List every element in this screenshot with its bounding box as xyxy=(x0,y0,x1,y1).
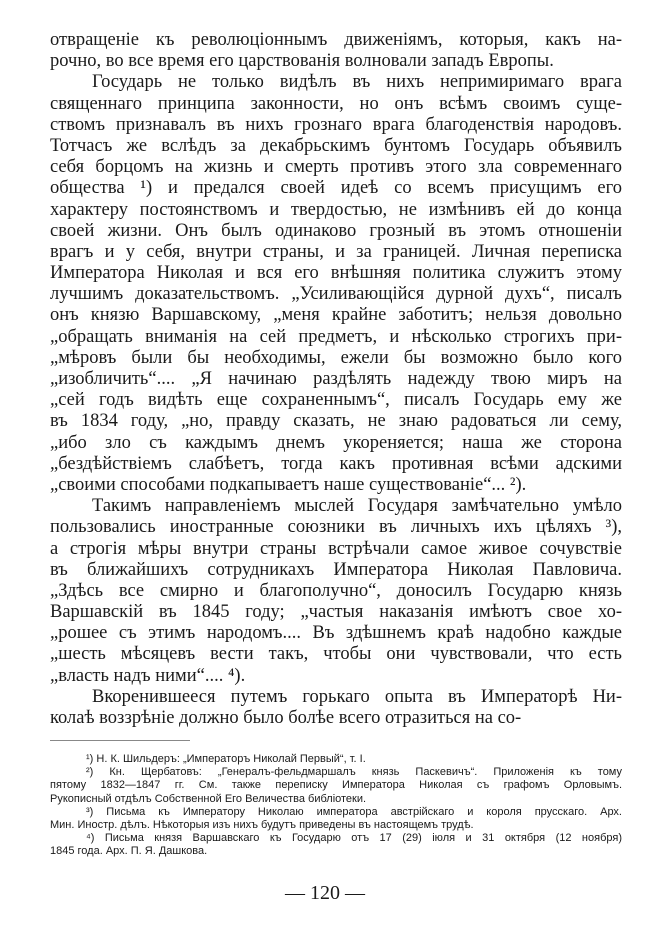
text-line: рочно, во все время его царствованія волновали западъ Европы. xyxy=(50,51,554,72)
text-line: въ ближайшихъ сотрудникахъ Императора Николая Павловича. xyxy=(50,559,622,580)
text-line: Варшавскій въ 1845 году; „частыя наказанія имѣютъ свое хо- xyxy=(50,602,622,623)
text-line: „сей годъ видѣть еще сохраненнымъ“, писалъ Государь ему же xyxy=(50,390,622,411)
text-line: „шесть мѣсяцевъ вести такъ, чтобы они чувствовали, что есть xyxy=(50,644,622,665)
text-line: Такимъ направленіемъ мыслей Государя замѣчательно умѣло xyxy=(92,496,622,517)
footnote-line: ³) Письма къ Императору Николаю императора австрійскаго и короля прусскаго. Арх. xyxy=(86,805,622,818)
footnote-divider xyxy=(50,740,190,741)
footnote-line: ²) Кн. Щербатовъ: „Генералъ-фельдмаршалъ князь Паскевичъ“. Приложенія къ тому xyxy=(86,766,622,779)
text-line: характеру постоянствомъ и твердостью, не измѣнивъ ей до конца xyxy=(50,199,622,220)
text-line: Императора Николая и вся его внѣшняя политика служитъ этому xyxy=(50,263,622,284)
footnote-line: пятому 1832—1847 гг. См. также переписку Императора Николая съ графомъ Орловымъ. xyxy=(50,779,622,792)
text-line: „Здѣсь все смирно и благополучно“, доносилъ Государю князь xyxy=(50,580,622,601)
text-line: „своими способами подкапываетъ наше существованіе“... ²). xyxy=(50,474,527,495)
footnotes xyxy=(50,753,622,859)
text-line: Государь не только видѣлъ въ нихъ непримиримаго врага xyxy=(92,72,622,93)
footnote-line: 1845 года. Арх. П. Я. Дашкова. xyxy=(50,845,208,858)
text-line: „бездѣйствіемъ слабѣетъ, тогда какъ противная всѣми адскими xyxy=(50,453,622,474)
text-line: Тотчасъ же вслѣдъ за декабрьскимъ бунтомъ Государь объявилъ xyxy=(50,135,622,156)
footnote-line: ⁴) Письма князя Варшавскаго къ Государю отъ 17 (29) іюля и 31 октября (12 ноября) xyxy=(86,832,622,845)
text-line: врагъ и у себя, внутри страны, и за границей. Личная переписка xyxy=(50,241,622,262)
text-line: „власть надъ ними“.... ⁴). xyxy=(50,665,246,686)
text-line: лучшимъ доказательствомъ. „Усиливающійся дурной духъ“, писалъ xyxy=(50,284,622,305)
text-line: ствомъ признавалъ въ нихъ грознаго врага благоденствія народовъ. xyxy=(50,114,622,135)
text-line: священнаго принципа законности, но онъ всѣмъ своимъ суще- xyxy=(50,93,622,114)
text-line: а строгія мѣры внутри страны встрѣчали самое живое сочувствіе xyxy=(50,538,622,559)
text-line: своей жизни. Онъ былъ одинаково грозный въ этомъ отношеніи xyxy=(50,220,622,241)
text-line: отвращеніе къ революціоннымъ движеніямъ, которыя, какъ на- xyxy=(50,30,622,50)
text-line: пользовались иностранные союзники въ личныхъ ихъ цѣляхъ ³), xyxy=(50,517,622,538)
text-line: „ибо зло съ каждымъ днемъ укореняется; наша же сторона xyxy=(50,432,622,453)
text-line: „изобличить“.... „Я начинаю раздѣлять надежду твою миръ на xyxy=(50,369,622,389)
text-line: въ 1834 году, „но, правду сказать, не знаю радоваться ли сему, xyxy=(50,411,622,432)
text-line: общества ¹) и предался своей идеѣ со всемъ присущимъ его xyxy=(50,178,622,199)
main-text xyxy=(50,30,622,729)
text-line: Вкоренившееся путемъ горькаго опыта въ Императорѣ Ни- xyxy=(92,686,622,707)
text-line: „мѣровъ были бы необходимы, ежели бы возможно было кого xyxy=(50,347,622,368)
text-line: „обращать вниманія на сей предметъ, и нѣсколько строгихъ при- xyxy=(50,326,622,347)
text-line: себя борцомъ на жизнь и смерть противъ этого зла современнаго xyxy=(50,157,622,178)
footnote-line: Рукописный отдѣлъ Собственной Его Величества библіотеки. xyxy=(50,792,367,805)
page-number: — 120 — xyxy=(285,882,365,904)
footnote-line: ¹) Н. К. Шильдеръ: „Императоръ Николай Первый“, т. I. xyxy=(86,753,366,765)
text-line: „рошее съ этимъ народомъ.... Въ здѣшнемъ краѣ надобно каждые xyxy=(50,623,622,644)
text-line: онъ князю Варшавскому, „меня крайне заботитъ; нельзя довольно xyxy=(50,305,622,326)
footnote-line: Мин. Иностр. дѣлъ. Нѣкоторыя изъ нихъ будутъ приведены въ настоящемъ трудѣ. xyxy=(50,818,474,831)
text-line: колаѣ воззрѣніе должно было болѣе всего отразиться на со- xyxy=(50,708,522,728)
